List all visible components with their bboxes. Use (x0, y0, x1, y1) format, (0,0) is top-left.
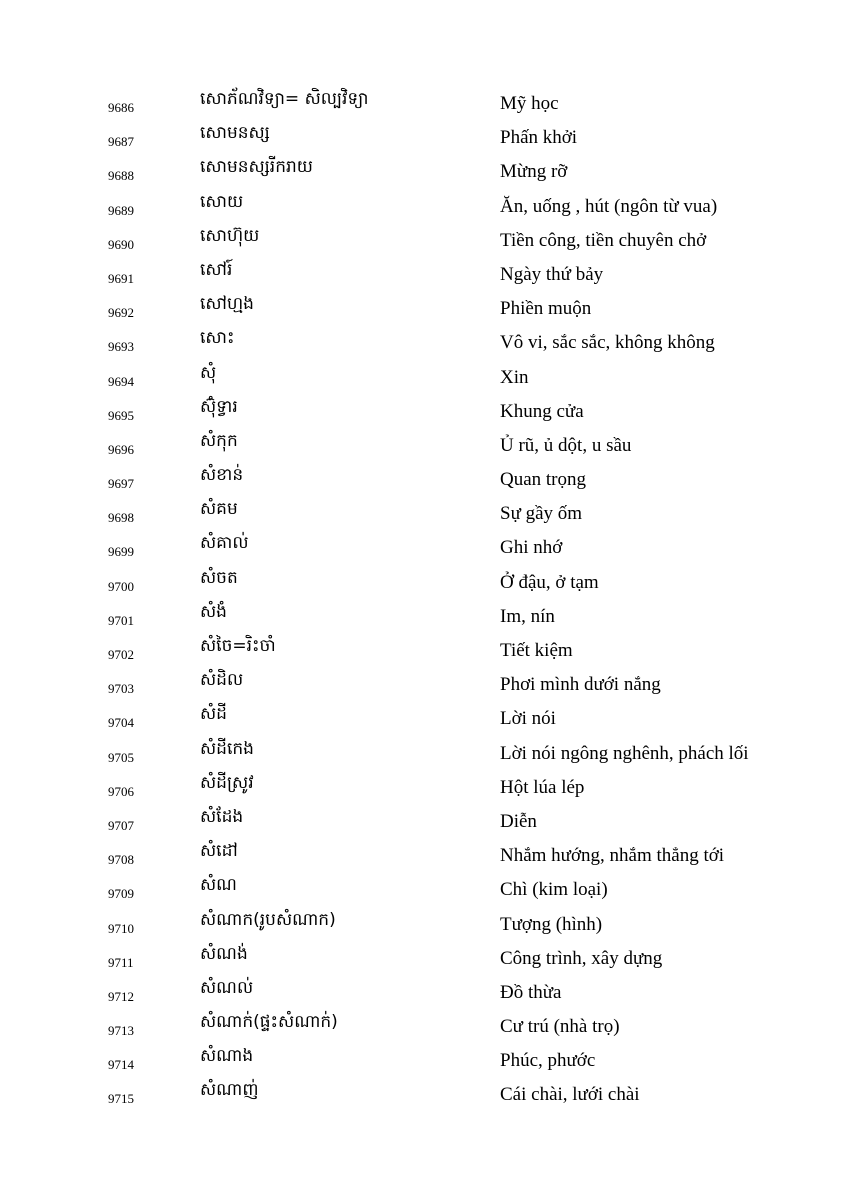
entry-number: 9692 (108, 305, 134, 321)
khmer-term: សុំ (200, 362, 217, 383)
entry-number: 9697 (108, 476, 134, 492)
khmer-term: សំចត (200, 567, 238, 588)
entry-number: 9703 (108, 681, 134, 697)
vietnamese-translation: Hột lúa lép (500, 776, 585, 798)
entry-number: 9690 (108, 236, 134, 252)
entry-row (0, 428, 848, 462)
vietnamese-translation: Mừng rỡ (500, 161, 568, 183)
entry-row (0, 1077, 848, 1111)
entry-row (0, 120, 848, 154)
entry-row (0, 189, 848, 223)
khmer-term: សៅហ្មង (200, 294, 254, 315)
vietnamese-translation: Nhắm hướng, nhắm thẳng tới (500, 845, 725, 867)
khmer-term: សោភ័ណវិទ្យា= សិល្បវិទ្យា (200, 89, 369, 109)
vietnamese-translation: Đồ thừa (500, 981, 562, 1003)
khmer-term: សំចៃ=រិះចាំ (200, 636, 276, 656)
entry-number: 9709 (108, 886, 134, 902)
entry-row (0, 291, 848, 325)
entry-row (0, 736, 848, 770)
vietnamese-translation: Ủ rũ, ủ dột, u sầu (500, 434, 632, 456)
entry-row (0, 325, 848, 359)
khmer-term: សោហ៊ុយ (200, 225, 260, 246)
khmer-term: សោយ (200, 191, 244, 212)
khmer-term: សំដែង (200, 806, 244, 827)
entry-row (0, 838, 848, 872)
entry-row (0, 1009, 848, 1043)
vietnamese-translation: Ở đậu, ở tạm (500, 571, 599, 593)
khmer-term: សោមនស្សរីករាយ (200, 157, 313, 178)
khmer-term: សំដីកេង (200, 738, 254, 759)
entry-row (0, 907, 848, 941)
vietnamese-translation: Phiền muộn (500, 298, 592, 320)
vietnamese-translation: Quan trọng (500, 469, 587, 491)
entry-list (0, 86, 848, 1112)
khmer-term: សំងំ (200, 601, 227, 622)
entry-row (0, 804, 848, 838)
khmer-term: សំដីស្រូវ (200, 772, 254, 793)
khmer-term: សំខាន់ (200, 465, 244, 486)
vietnamese-translation: Cư trú (nhà trọ) (500, 1016, 620, 1038)
entry-row (0, 223, 848, 257)
entry-row (0, 872, 848, 906)
entry-number: 9695 (108, 407, 134, 423)
vietnamese-translation: Phấn khởi (500, 127, 578, 149)
khmer-term: សោមនស្ស (200, 123, 270, 144)
entry-number: 9708 (108, 852, 134, 868)
entry-number: 9696 (108, 441, 134, 457)
vietnamese-translation: Diễn (500, 810, 537, 832)
vietnamese-translation: Sự gầy ốm (500, 503, 583, 525)
vietnamese-translation: Khung cửa (500, 400, 584, 422)
entry-row (0, 633, 848, 667)
entry-number: 9710 (108, 920, 134, 936)
khmer-term: សំដិល (200, 670, 244, 691)
entry-row (0, 1043, 848, 1077)
entry-row (0, 701, 848, 735)
entry-row (0, 462, 848, 496)
entry-number: 9714 (108, 1057, 134, 1073)
khmer-term: សំដៅ (200, 841, 238, 862)
vietnamese-translation: Phúc, phước (500, 1050, 596, 1072)
entry-number: 9700 (108, 578, 134, 594)
entry-row (0, 667, 848, 701)
entry-row (0, 530, 848, 564)
khmer-term: សំគម (200, 499, 238, 520)
entry-number: 9712 (108, 988, 134, 1004)
vietnamese-translation: Chì (kim loại) (500, 879, 608, 901)
entry-row (0, 154, 848, 188)
vietnamese-translation: Lời nói ngông nghênh, phách lối (500, 742, 749, 764)
vietnamese-translation: Ăn, uống , hút (ngôn từ vua) (500, 195, 718, 217)
entry-row (0, 394, 848, 428)
khmer-term: សំណាក់(ផ្ទះសំណាក់) (200, 1012, 338, 1033)
khmer-term: សំណ (200, 875, 237, 896)
entry-row (0, 770, 848, 804)
entry-row (0, 257, 848, 291)
entry-number: 9707 (108, 817, 134, 833)
entry-row (0, 86, 848, 120)
entry-number: 9698 (108, 510, 134, 526)
vietnamese-translation: Cái chài, lưới chài (500, 1084, 640, 1106)
entry-number: 9705 (108, 749, 134, 765)
entry-row (0, 975, 848, 1009)
entry-row (0, 565, 848, 599)
khmer-term: សំគាល់ (200, 533, 249, 554)
khmer-term: សំណាញ់ (200, 1080, 259, 1101)
entry-number: 9687 (108, 134, 134, 150)
entry-number: 9688 (108, 168, 134, 184)
khmer-term: សោះ (200, 328, 235, 349)
vietnamese-translation: Tiết kiệm (500, 640, 573, 661)
entry-number: 9701 (108, 612, 134, 628)
entry-number: 9715 (108, 1091, 134, 1107)
khmer-term: សំណង់ (200, 943, 248, 964)
vietnamese-translation: Ngày thứ bảy (500, 263, 604, 285)
entry-number: 9686 (108, 100, 134, 115)
vietnamese-translation: Lời nói (500, 708, 556, 730)
vietnamese-translation: Mỹ học (500, 93, 559, 114)
khmer-term: សំណាង (200, 1046, 254, 1067)
entry-number: 9702 (108, 647, 134, 662)
entry-row (0, 599, 848, 633)
entry-row (0, 496, 848, 530)
vietnamese-translation: Im, nín (500, 605, 555, 627)
vietnamese-translation: Tượng (hình) (500, 913, 603, 935)
vietnamese-translation: Xin (500, 366, 529, 388)
entry-number: 9694 (108, 373, 134, 389)
entry-number: 9706 (108, 783, 134, 799)
khmer-term: សំណាក(រូបសំណាក) (200, 909, 336, 930)
entry-number: 9704 (108, 715, 134, 731)
vietnamese-translation: Vô vi, sắc sắc, không không (500, 332, 715, 354)
entry-number: 9689 (108, 202, 134, 218)
entry-number: 9693 (108, 339, 134, 355)
entry-row (0, 941, 848, 975)
vietnamese-translation: Công trình, xây dựng (500, 947, 663, 969)
vietnamese-translation: Tiền công, tiền chuyên chở (500, 229, 707, 251)
khmer-term: ស៊ុំទ្វារ (200, 396, 238, 417)
entry-number: 9691 (108, 270, 134, 286)
khmer-term: សំដី (200, 704, 227, 725)
khmer-term: សំណល់ (200, 977, 254, 998)
vietnamese-translation: Phơi mình dưới nắng (500, 674, 661, 696)
khmer-term: សំកុក (200, 430, 238, 451)
entry-number: 9711 (108, 954, 134, 970)
khmer-term: សៅរ៍ (200, 259, 233, 280)
vietnamese-translation: Ghi nhớ (500, 537, 563, 559)
entry-number: 9699 (108, 544, 134, 560)
entry-number: 9713 (108, 1023, 134, 1039)
entry-row (0, 360, 848, 394)
